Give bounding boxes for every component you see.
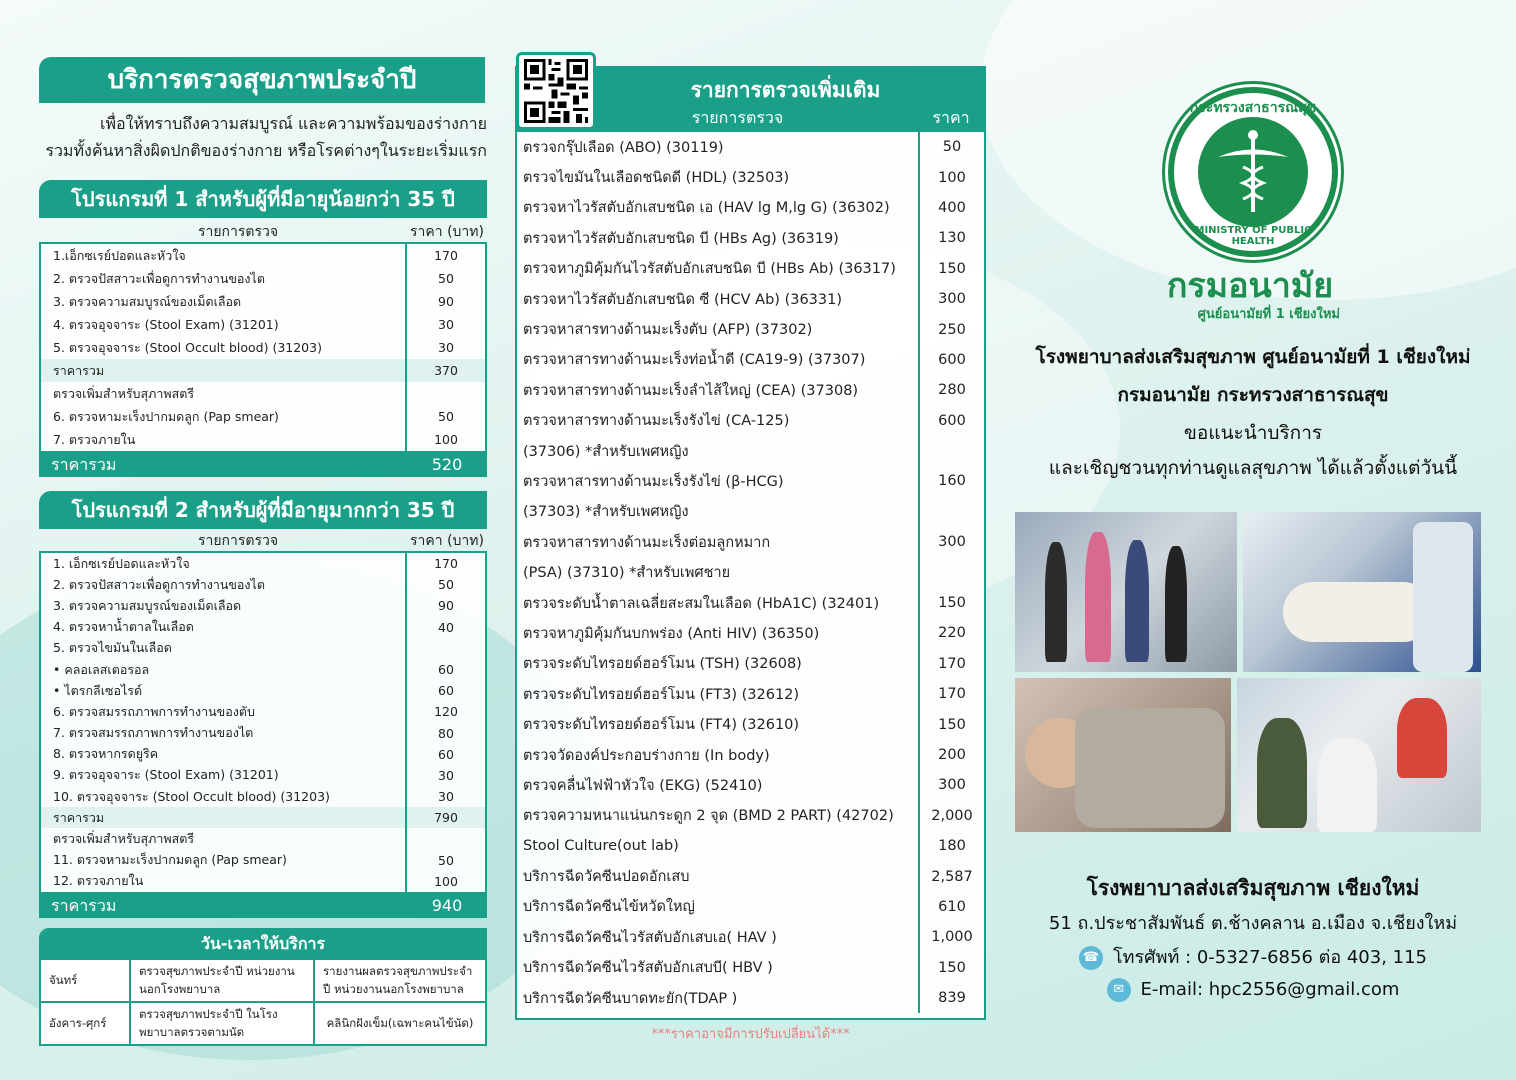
row-price: 150 xyxy=(918,254,984,284)
row-price: 790 xyxy=(405,807,485,828)
row-price: 400 xyxy=(918,193,984,223)
row-price xyxy=(918,497,984,527)
phone: ☎ โทรศัพท์ : 0-5327-6856 ต่อ 403, 115 xyxy=(1010,942,1496,971)
row-price: 50 xyxy=(918,132,984,162)
table-row xyxy=(41,744,485,765)
row-item: ตรวจคลื่นไฟฟ้าหัวใจ (EKG) (52410) xyxy=(523,777,763,794)
table-row xyxy=(517,193,984,223)
row-price: 2,000 xyxy=(918,801,984,831)
row-item: Stool Culture(out lab) xyxy=(523,838,679,855)
row-price: 170 xyxy=(405,244,485,267)
photo-consultation xyxy=(1237,678,1481,832)
table-row xyxy=(517,649,984,679)
service-desc: ตรวจสุขภาพประจำปี หน่วยงานนอกโรงพยาบาล xyxy=(129,960,313,1001)
photo-collage xyxy=(1015,512,1481,832)
row-price: 150 xyxy=(918,588,984,618)
row-item: ตรวจหาสารทางด้านมะเร็งท่อน้ำดี (CA19-9) (37307) xyxy=(523,352,866,369)
row-price: 610 xyxy=(918,892,984,922)
row-price: 50 xyxy=(405,850,485,871)
table-row xyxy=(517,709,984,739)
row-item: 1.เอ็กซเรย์ปอดและหัวใจ xyxy=(53,247,186,263)
table-row xyxy=(517,284,984,314)
row-item: ตรวจระดับน้ำตาลเฉลี่ยสะสมในเลือด (HbA1C) (32401) xyxy=(523,595,880,612)
table-row xyxy=(41,828,485,849)
row-item: (37306) *สำหรับเพศหญิง xyxy=(523,443,689,460)
table-row xyxy=(41,617,485,638)
row-price: 60 xyxy=(405,659,485,680)
row-item: (PSA) (37310) *สำหรับเพศชาย xyxy=(523,565,731,582)
photo-bmd-scan xyxy=(1243,512,1481,672)
intro-text: เพื่อให้ทราบถึงความสมบูรณ์ และความพร้อมของร่างกาย รวมทั้งค้นหาสิ่งผิดปกติของร่างกาย หรือโรคต่างๆในระยะเริ่มแรก xyxy=(45,114,487,160)
table-row xyxy=(517,314,984,344)
intro-line3: ขอแนะนำบริการ xyxy=(1183,422,1323,444)
row-price: 50 xyxy=(405,574,485,595)
table-row xyxy=(41,723,485,744)
service-day: จันทร์ xyxy=(49,972,78,987)
table-row xyxy=(41,850,485,871)
row-item: 5. ตรวจอุจจาระ (Stool Occult blood) (31203) xyxy=(53,339,322,355)
row-item: บริการฉีดวัคซีนไวรัสตับอักเสบเอ( HAV ) xyxy=(523,929,777,946)
row-item: บริการฉีดวัคซีนปอดอักเสบ xyxy=(523,869,690,886)
row-item: 12. ตรวจภายใน xyxy=(53,873,144,889)
row-price: 150 xyxy=(918,953,984,983)
row-price: 370 xyxy=(405,359,485,382)
email-icon: ✉ xyxy=(1107,978,1131,1002)
row-item: บริการฉีดวัคซีนบาดทะยัก(TDAP ) xyxy=(523,990,738,1007)
row-price: 220 xyxy=(918,618,984,648)
row-item: ตรวจหาสารทางด้านมะเร็งรังไข่ (CA-125) xyxy=(523,413,790,430)
table-row xyxy=(517,406,984,436)
row-item: ตรวจกรุ๊ปเลือด (ABO) (30119) xyxy=(523,139,724,156)
row-item: 3. ตรวจความสมบูรณ์ของเม็ดเลือด xyxy=(53,597,242,613)
row-item: ตรวจหาภูมิคุ้มกันไวรัสตับอักเสบชนิด บี (HBs Ab) (36317) xyxy=(523,261,896,278)
row-item: 4. ตรวจอุจจาระ (Stool Exam) (31201) xyxy=(53,316,279,332)
row-item: ตรวจหาสารทางด้านมะเร็งตับ (AFP) (37302) xyxy=(523,322,813,339)
row-price: 40 xyxy=(405,617,485,638)
row-price: 600 xyxy=(918,345,984,375)
table-row xyxy=(41,405,485,428)
row-item: 10. ตรวจอุจจาระ (Stool Occult blood) (31203) xyxy=(53,788,330,804)
row-price: 300 xyxy=(918,527,984,557)
ministry-logo: กระทรวงสาธารณสุข MINISTRY OF PUBLIC HEALTH xyxy=(1168,87,1338,257)
row-item: ราคารวม xyxy=(53,362,105,378)
row-price: 80 xyxy=(405,723,485,744)
row-item: ตรวจหาสารทางด้านมะเร็งลำไส้ใหญ่ (CEA) (37308) xyxy=(523,382,859,399)
row-price: 100 xyxy=(918,162,984,192)
program2-title: โปรแกรมที่ 2 สำหรับผู้ที่มีอายุมากกว่า 35 ปี xyxy=(39,491,487,529)
department-name: กรมอนามัย xyxy=(1166,266,1334,306)
table-row xyxy=(517,892,984,922)
row-item: 2. ตรวจปัสสาวะเพื่อดูการทำงานของไต xyxy=(53,576,265,592)
table-row xyxy=(41,680,485,701)
table-row xyxy=(517,557,984,587)
service-desc: ตรวจสุขภาพประจำปี ในโรงพยาบาลตรวจตามนัด xyxy=(129,1003,313,1044)
table-row xyxy=(517,618,984,648)
qr-code[interactable] xyxy=(516,52,596,130)
table-row xyxy=(41,336,485,359)
col-item: รายการตรวจ xyxy=(197,533,279,549)
row-item: ตรวจระดับไทรอยด์ฮอร์โมน (FT3) (32612) xyxy=(523,686,800,703)
address: 51 ถ.ประชาสัมพันธ์ ต.ช้างคลาน อ.เมือง จ.เชียงใหม่ xyxy=(1048,913,1458,934)
col-item: รายการตรวจ xyxy=(691,108,784,127)
photo-exercise xyxy=(1015,512,1237,672)
row-item: ตรวจหาไวรัสตับอักเสบชนิด ซี (HCV Ab) (36331) xyxy=(523,291,843,308)
table-row xyxy=(517,983,984,1013)
table-row xyxy=(41,659,485,680)
table-row xyxy=(517,740,984,770)
table-row xyxy=(517,679,984,709)
intro-line4: และเชิญชวนทุกท่านดูแลสุขภาพ ได้แล้วตั้งแต่วันนี้ xyxy=(1048,457,1458,479)
row-price xyxy=(918,557,984,587)
row-item: ตรวจไขมันในเลือดชนิดดี (HDL) (32503) xyxy=(523,170,790,187)
row-item: ตรวจหาไวรัสตับอักเสบชนิด บี (HBs Ag) (36319) xyxy=(523,230,839,247)
row-item: 7. ตรวจสมรรถภาพการทำงานของไต xyxy=(53,725,254,741)
row-price: 100 xyxy=(405,428,485,451)
row-price: 30 xyxy=(405,336,485,359)
row-item: ตรวจหาสารทางด้านมะเร็งต่อมลูกหมาก xyxy=(523,534,771,551)
row-item: • ไตรกลีเซอไรด์ xyxy=(53,682,143,698)
table-row xyxy=(41,267,485,290)
table-row xyxy=(41,359,485,382)
table-row xyxy=(41,701,485,722)
row-price: 100 xyxy=(405,871,485,892)
program1-title: โปรแกรมที่ 1 สำหรับผู้ที่มีอายุน้อยกว่า 35 ปี xyxy=(39,180,487,218)
row-price: 2,587 xyxy=(918,861,984,891)
phone-icon: ☎ xyxy=(1079,946,1103,970)
table-row xyxy=(517,831,984,861)
row-item: ตรวจหาสารทางด้านมะเร็งรังไข่ (β-HCG) xyxy=(523,473,784,490)
table-row xyxy=(41,382,485,405)
table-row xyxy=(41,765,485,786)
program1-total: ราคารวม 520 xyxy=(39,453,487,477)
table-row xyxy=(517,466,984,496)
table-row xyxy=(41,290,485,313)
row-price xyxy=(405,382,485,405)
row-price: 170 xyxy=(918,649,984,679)
row-price: 90 xyxy=(405,290,485,313)
hospital-name: โรงพยาบาลส่งเสริมสุขภาพ เชียงใหม่ xyxy=(1086,876,1420,900)
table-row xyxy=(41,244,485,267)
table-row xyxy=(517,588,984,618)
service-desc: รายงานผลตรวจสุขภาพประจำปี หน่วยงานนอกโรงพยาบาล xyxy=(313,960,485,1001)
row-item: 7. ตรวจภายใน xyxy=(53,431,136,447)
col-price: ราคา xyxy=(932,108,970,127)
row-price: 90 xyxy=(405,595,485,616)
row-price: 150 xyxy=(918,709,984,739)
row-item: ตรวจเพิ่มสำหรับสุภาพสตรี xyxy=(53,385,195,401)
table-row xyxy=(41,595,485,616)
table-row xyxy=(517,223,984,253)
row-price: 600 xyxy=(918,406,984,436)
row-item: 9. ตรวจอุจจาระ (Stool Exam) (31201) xyxy=(53,767,279,783)
table-row xyxy=(41,428,485,451)
row-item: • คลอเลสเตอรอล xyxy=(53,661,150,677)
program2-table xyxy=(39,529,487,918)
row-price: 30 xyxy=(405,313,485,336)
table-row xyxy=(517,861,984,891)
row-price: 170 xyxy=(405,553,485,574)
col-price: ราคา (บาท) xyxy=(410,224,484,240)
row-item: 8. ตรวจหากรดยูริค xyxy=(53,746,159,762)
page-title: บริการตรวจสุขภาพประจำปี xyxy=(39,57,485,103)
table-row xyxy=(41,553,485,574)
row-price: 300 xyxy=(918,284,984,314)
extra-tests-title: รายการตรวจเพิ่มเติม xyxy=(517,68,984,104)
price-note: ***ราคาอาจมีการปรับเปลี่ยนได้*** xyxy=(651,1027,850,1042)
department-sub: ศูนย์อนามัยที่ 1 เชียงใหม่ xyxy=(1197,307,1340,322)
row-item: 5. ตรวจไขมันในเลือด xyxy=(53,640,172,656)
program2-total: ราคารวม 940 xyxy=(39,894,487,918)
row-item: 6. ตรวจสมรรถภาพการทำงานของตับ xyxy=(53,703,255,719)
table-row xyxy=(517,770,984,800)
table-row xyxy=(517,375,984,405)
row-price: 300 xyxy=(918,770,984,800)
table-row xyxy=(517,527,984,557)
row-item: ตรวจระดับไทรอยด์ฮอร์โมน (TSH) (32608) xyxy=(523,656,802,673)
table-row xyxy=(517,953,984,983)
table-row xyxy=(517,922,984,952)
row-price xyxy=(918,436,984,466)
service-day: อังคาร-ศุกร์ xyxy=(49,1015,107,1030)
col-price: ราคา (บาท) xyxy=(410,533,484,549)
table-row xyxy=(41,313,485,336)
row-item: 1. เอ็กซเรย์ปอดและหัวใจ xyxy=(53,555,190,571)
table-row xyxy=(41,638,485,659)
row-item: (37303) *สำหรับเพศหญิง xyxy=(523,504,689,521)
row-price xyxy=(405,828,485,849)
extra-tests-table xyxy=(515,66,986,1020)
hospital-line1: โรงพยาบาลส่งเสริมสุขภาพ ศูนย์อนามัยที่ 1 เชียงใหม่ xyxy=(1035,346,1471,368)
email[interactable]: ✉ E-mail: hpc2556@gmail.com xyxy=(1010,978,1496,1002)
service-desc: คลินิกฝังเข็ม(เฉพาะคนไข้นัด) xyxy=(313,1003,485,1044)
row-price: 180 xyxy=(918,831,984,861)
table-row xyxy=(517,497,984,527)
caduceus-icon xyxy=(1198,117,1308,227)
row-item: ตรวจระดับไทรอยด์ฮอร์โมน (FT4) (32610) xyxy=(523,717,800,734)
table-row xyxy=(517,345,984,375)
row-item: 2. ตรวจปัสสาวะเพื่อดูการทำงานของไต xyxy=(53,270,265,286)
row-item: ตรวจหาไวรัสตับอักเสบชนิด เอ (HAV lg M,lg G) (36302) xyxy=(523,200,890,217)
row-price: 50 xyxy=(405,405,485,428)
table-row xyxy=(517,254,984,284)
table-row xyxy=(41,807,485,828)
row-item: 4. ตรวจหาน้ำตาลในเลือด xyxy=(53,619,194,635)
row-price: 170 xyxy=(918,679,984,709)
hospital-line2: กรมอนามัย กระทรวงสาธารณสุข xyxy=(1117,384,1389,406)
row-price: 120 xyxy=(405,701,485,722)
program1-table xyxy=(39,220,487,477)
row-item: 3. ตรวจความสมบูรณ์ของเม็ดเลือด xyxy=(53,293,242,309)
table-row xyxy=(517,801,984,831)
row-price: 30 xyxy=(405,786,485,807)
row-price: 30 xyxy=(405,765,485,786)
row-item: ตรวจหาภูมิคุ้มกันบกพร่อง (Anti HIV) (36350) xyxy=(523,625,820,642)
row-price: 130 xyxy=(918,223,984,253)
row-price: 160 xyxy=(918,466,984,496)
table-row xyxy=(517,162,984,192)
row-price: 250 xyxy=(918,314,984,344)
row-item: ราคารวม xyxy=(53,809,105,825)
table-row xyxy=(517,132,984,162)
row-price: 60 xyxy=(405,744,485,765)
table-row xyxy=(517,436,984,466)
row-item: 6. ตรวจหามะเร็งปากมดลูก (Pap smear) xyxy=(53,408,279,424)
photo-patient xyxy=(1015,678,1231,832)
row-price: 280 xyxy=(918,375,984,405)
row-item: บริการฉีดวัคซีนไข้หวัดใหญ่ xyxy=(523,899,695,916)
row-price: 50 xyxy=(405,267,485,290)
row-item: ตรวจความหนาแน่นกระดูก 2 จุด (BMD 2 PART) (42702) xyxy=(523,808,894,825)
row-item: ตรวจเพิ่มสำหรับสุภาพสตรี xyxy=(53,831,195,847)
row-price xyxy=(405,638,485,659)
row-item: 11. ตรวจหามะเร็งปากมดลูก (Pap smear) xyxy=(53,852,287,868)
service-hours xyxy=(39,928,487,1046)
table-row xyxy=(41,574,485,595)
table-row xyxy=(41,786,485,807)
table-row xyxy=(41,871,485,892)
row-price: 839 xyxy=(918,983,984,1013)
row-price: 1,000 xyxy=(918,922,984,952)
service-title: วัน-เวลาให้บริการ xyxy=(41,930,485,958)
row-price: 200 xyxy=(918,740,984,770)
row-price: 60 xyxy=(405,680,485,701)
col-item: รายการตรวจ xyxy=(197,224,279,240)
row-item: บริการฉีดวัคซีนไวรัสตับอักเสบบี( HBV ) xyxy=(523,960,773,977)
row-item: ตรวจวัดองค์ประกอบร่างกาย (In body) xyxy=(523,747,770,764)
